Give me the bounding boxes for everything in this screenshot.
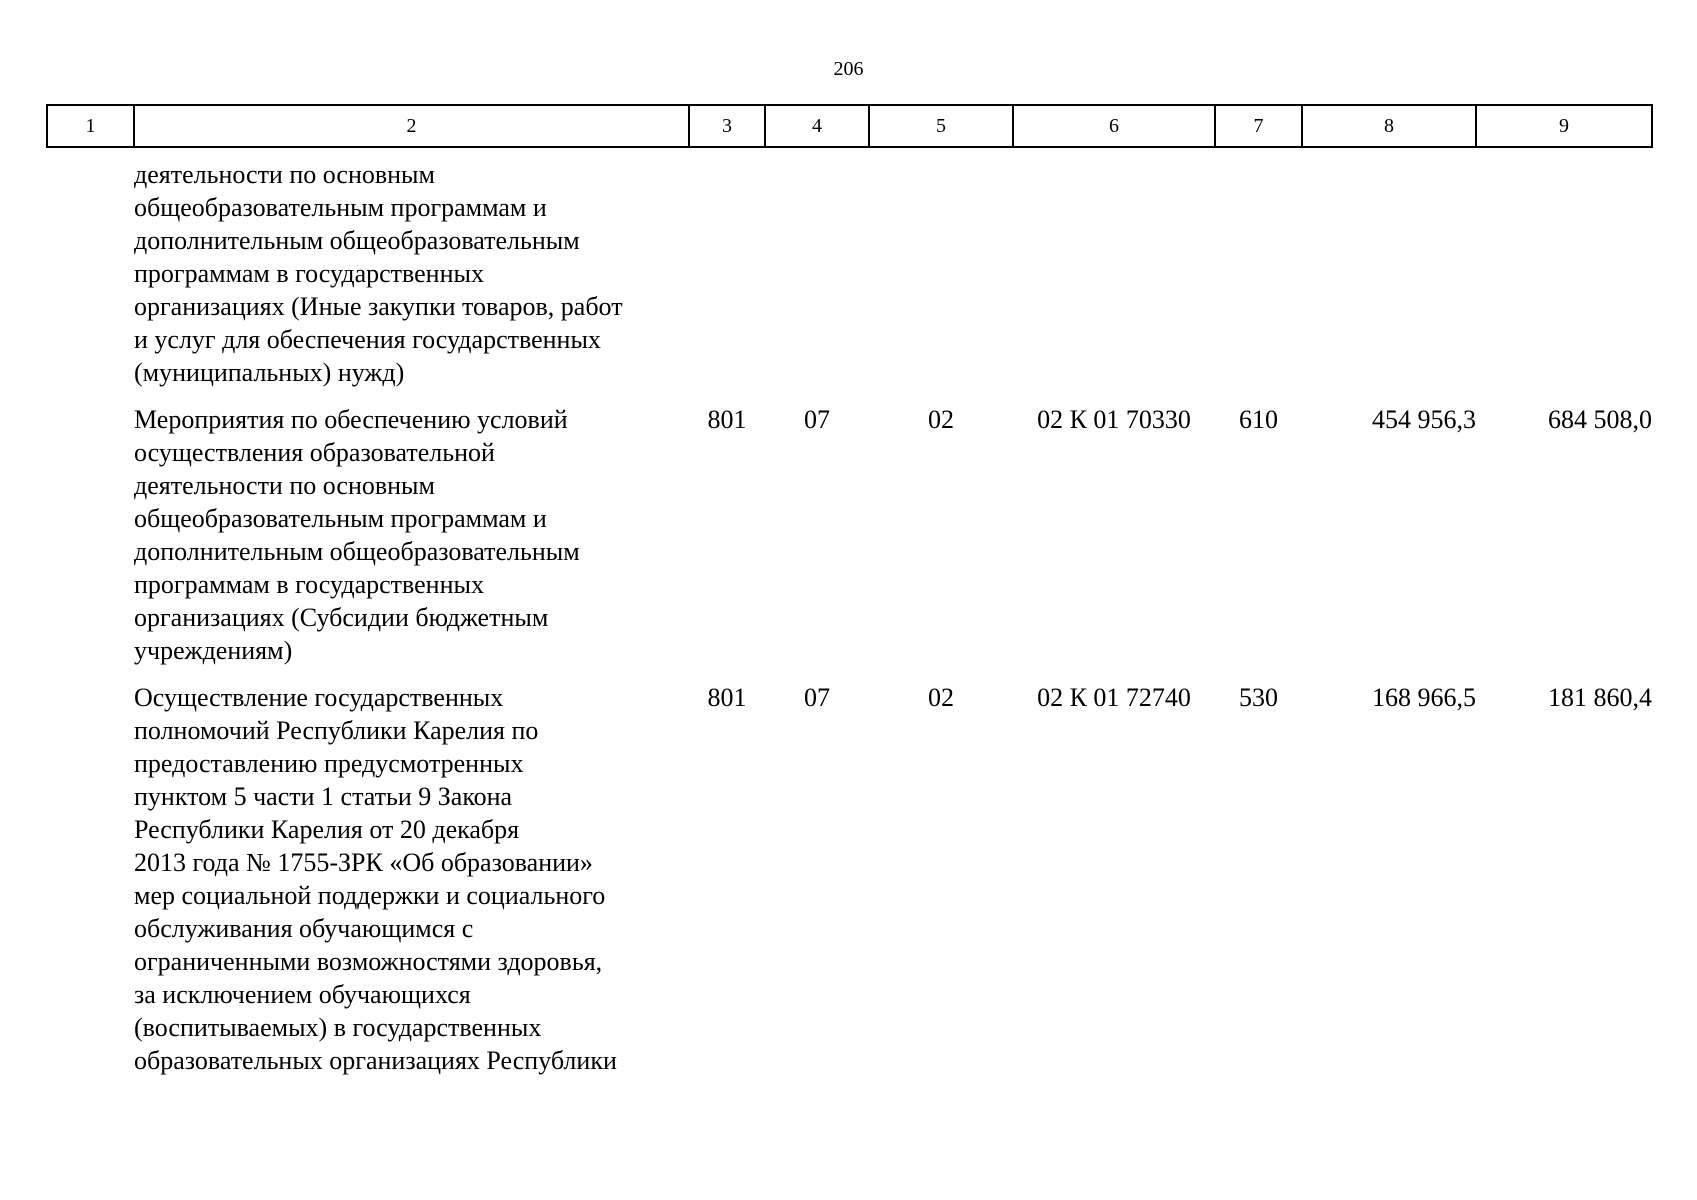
column-header-1: 1 xyxy=(47,105,134,147)
table-row xyxy=(47,147,1652,403)
cell-col-6: 02 К 01 70330 xyxy=(1037,405,1191,434)
column-header-6: 6 xyxy=(1013,105,1215,147)
cell-col-4 xyxy=(765,147,869,403)
cell-col-6 xyxy=(1013,147,1215,403)
cell-col-7 xyxy=(1215,147,1302,403)
column-header-8: 8 xyxy=(1302,105,1476,147)
cell-col-3 xyxy=(689,147,765,403)
table-row xyxy=(47,681,1652,1091)
cell-col-5: 02 xyxy=(928,405,954,434)
cell-col-9: 684 508,0 xyxy=(1548,405,1652,434)
column-header-9: 9 xyxy=(1476,105,1652,147)
cell-col-9 xyxy=(1476,147,1652,403)
cell-col-8: 168 966,5 xyxy=(1372,683,1476,712)
cell-col-3: 801 xyxy=(707,683,747,712)
cell-col-3: 801 xyxy=(707,405,747,434)
budget-table xyxy=(46,104,1653,1091)
cell-col-6: 02 К 01 72740 xyxy=(1037,683,1191,712)
column-header-4: 4 xyxy=(765,105,869,147)
description-text: Мероприятия по обеспечению условий осуществления образовательной деятельности по основным общеобразовательным программам и дополнительным общеобразовательным программам в государственных организациях (Субсидии бюджетным учреждениям) xyxy=(134,405,580,665)
cell-col-7: 530 xyxy=(1239,683,1278,712)
description-text: Осуществление государственных полномочий Республики Карелия по предоставлению предусмотренных пунктом 5 части 1 статьи 9 Закона Республики Карелия от 20 декабря 2013 года № 1755-ЗРК «Об образовании» мер социальной поддержки и социального обслуживания обучающимся с ограниченными возможностями здоровья, за исключением обучающихся (воспитываемых) в государственных образовательных организациях Республики xyxy=(134,683,617,1075)
column-header-2: 2 xyxy=(134,105,689,147)
header-row xyxy=(47,105,1652,147)
cell-col-5: 02 xyxy=(928,683,954,712)
cell-col-1 xyxy=(47,147,134,403)
row-description xyxy=(134,403,689,681)
cell-col-1 xyxy=(47,403,134,681)
column-header-7: 7 xyxy=(1215,105,1302,147)
cell-col-8: 454 956,3 xyxy=(1372,405,1476,434)
page-number: 206 xyxy=(833,58,864,80)
row-description xyxy=(134,681,689,1091)
table-row xyxy=(47,403,1652,681)
cell-col-5 xyxy=(869,147,1013,403)
cell-col-8 xyxy=(1302,147,1476,403)
description-text: деятельности по основным общеобразовательным программам и дополнительным общеобразовательным программам в государственных организациях (Иные закупки товаров, работ и услуг для обеспечения государственных (муниципальных) нужд) xyxy=(134,160,623,387)
cell-col-9: 181 860,4 xyxy=(1548,683,1652,712)
cell-col-7: 610 xyxy=(1239,405,1278,434)
column-header-3: 3 xyxy=(689,105,765,147)
row-description xyxy=(134,147,689,403)
cell-col-4: 07 xyxy=(804,683,830,712)
cell-col-1 xyxy=(47,681,134,1091)
cell-col-4: 07 xyxy=(804,405,830,434)
column-header-5: 5 xyxy=(869,105,1013,147)
